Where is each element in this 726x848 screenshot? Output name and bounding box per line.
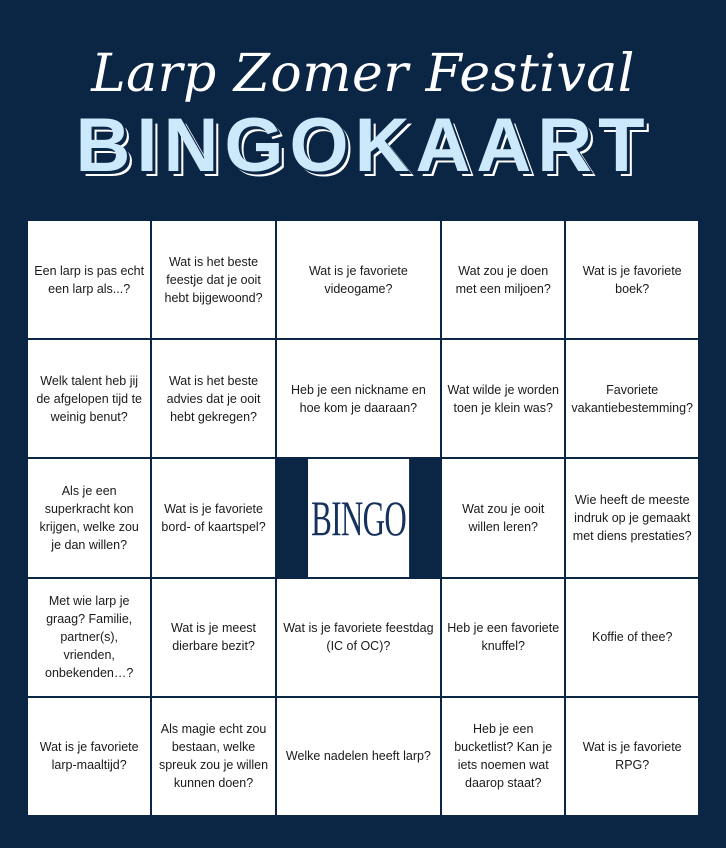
bingo-cell[interactable]: Welk talent heb jij de afgelopen tijd te weinig benut? <box>28 340 150 457</box>
bingo-cell[interactable]: Wat is je favoriete bord- of kaartspel? <box>152 459 274 576</box>
bingo-cell[interactable]: Wat is je meest dierbare bezit? <box>152 579 274 696</box>
bingo-cell[interactable]: Met wie larp je graag? Familie, partner(s), vrienden, onbekenden…? <box>28 579 150 696</box>
subtitle-script: Larp Zomer Festival <box>91 44 635 104</box>
bingo-cell[interactable]: Wat is je favoriete videogame? <box>277 221 440 338</box>
bingo-cell[interactable]: Een larp is pas echt een larp als...? <box>28 221 150 338</box>
bingo-cell[interactable]: Wat is je favoriete RPG? <box>566 698 698 815</box>
bingo-cell[interactable]: Wat is je favoriete feestdag (IC of OC)? <box>277 579 440 696</box>
bingo-cell[interactable]: Heb je een nickname en hoe kom je daaraan? <box>277 340 440 457</box>
bingo-cell[interactable]: Wie heeft de meeste indruk op je gemaakt met diens prestaties? <box>566 459 698 576</box>
bingo-cell[interactable]: Wat is het beste advies dat je ooit hebt gekregen? <box>152 340 274 457</box>
page-title: BINGOKAART <box>75 103 651 188</box>
bingo-cell[interactable]: Als je een superkracht kon krijgen, welke zou je dan willen? <box>28 459 150 576</box>
bingo-cell[interactable]: Wat zou je doen met een miljoen? <box>442 221 564 338</box>
bingo-cell[interactable]: Koffie of thee? <box>566 579 698 696</box>
bingo-cell[interactable]: Wat zou je ooit willen leren? <box>442 459 564 576</box>
bingo-cell[interactable]: Als magie echt zou bestaan, welke spreuk zou je willen kunnen doen? <box>152 698 274 815</box>
bingo-free-cell[interactable]: BINGO <box>308 459 409 576</box>
bingo-cell[interactable]: Wat wilde je worden toen je klein was? <box>442 340 564 457</box>
bingo-grid <box>28 221 698 815</box>
bingo-cell[interactable]: Heb je een bucketlist? Kan je iets noemen wat daarop staat? <box>442 698 564 815</box>
bingo-cell[interactable]: Wat is je favoriete larp-maaltijd? <box>28 698 150 815</box>
bingo-cell[interactable]: Welke nadelen heeft larp? <box>277 698 440 815</box>
bingo-cell[interactable]: Wat is je favoriete boek? <box>566 221 698 338</box>
bingo-cell[interactable]: Favoriete vakantiebestemming? <box>566 340 698 457</box>
bingo-cell[interactable]: Heb je een favoriete knuffel? <box>442 579 564 696</box>
bingo-cell[interactable]: Wat is het beste feestje dat je ooit hebt bijgewoond? <box>152 221 274 338</box>
